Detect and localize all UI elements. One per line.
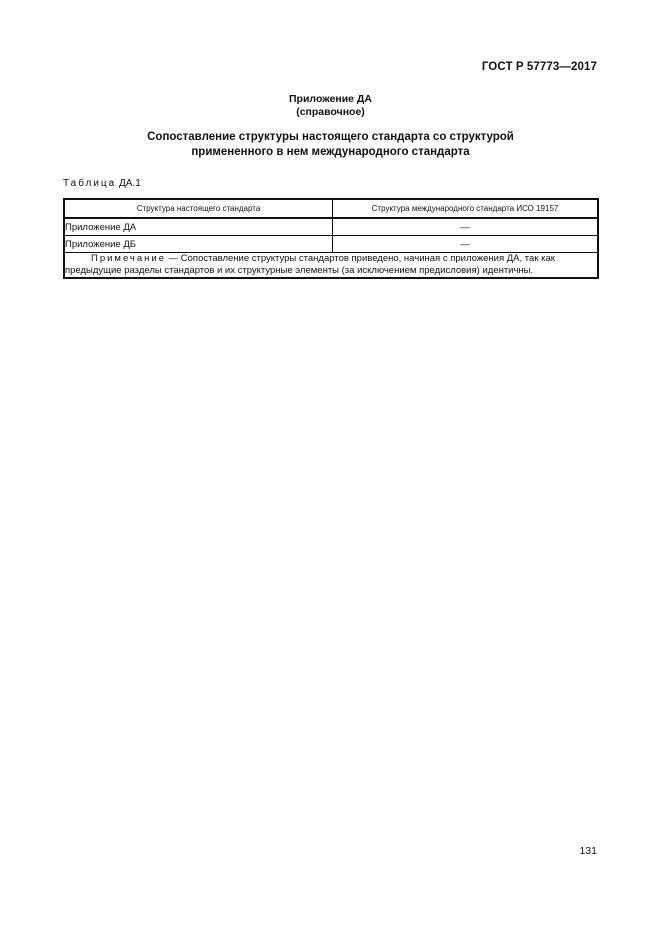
appendix-title: Приложение ДА [289, 93, 372, 105]
table-cell-national: Приложение ДА [64, 218, 333, 236]
table-row [64, 218, 598, 236]
page-title [0, 130, 661, 160]
table-note [64, 253, 598, 279]
table-caption-number: ДА.1 [119, 178, 141, 189]
appendix-type: (справочное) [296, 106, 365, 118]
appendix-heading [0, 93, 661, 119]
page-number: 131 [579, 845, 597, 857]
table-cell-national: Приложение ДБ [64, 236, 333, 253]
table-note-text: — Сопоставление структуры стандартов приведено, начиная с приложения ДА, так как предыдущие разделы стандартов и их структурные элементы (за исключением предисловия) идентичны. [65, 253, 555, 276]
standard-code: ГОСТ Р 57773—2017 [481, 61, 597, 73]
table-caption-label: Таблица [63, 178, 117, 189]
table-row [64, 236, 598, 253]
page-title-line-1: Сопоставление структуры настоящего стандарта со структурой [147, 131, 514, 143]
page-title-line-2: примененного в нем международного стандарта [191, 146, 470, 158]
table-header-international: Структура международного стандарта ИСО 19157 [333, 199, 599, 218]
table-header-national: Структура настоящего стандарта [64, 199, 333, 218]
table-note-row [64, 253, 598, 279]
table-note-label: Примечание [91, 253, 166, 264]
table-cell-international: — [333, 218, 599, 236]
table-header-row [64, 199, 598, 218]
table-caption [63, 178, 141, 189]
comparison-table [63, 198, 599, 279]
table-cell-international: — [333, 236, 599, 253]
